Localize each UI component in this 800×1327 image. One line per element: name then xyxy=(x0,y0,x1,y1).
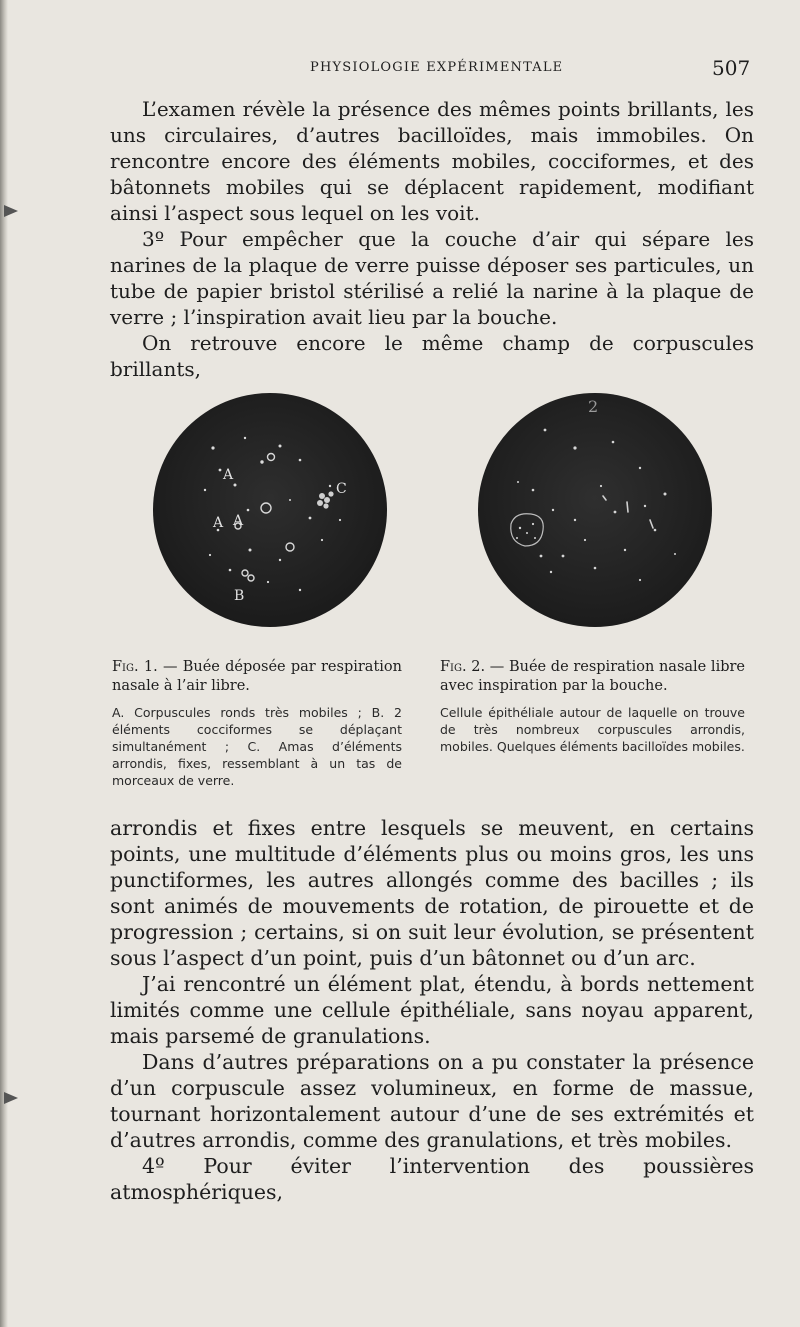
running-title: PHYSIOLOGIE EXPÉRIMENTALE xyxy=(310,60,564,75)
caption-figure-label: Fig. 1. xyxy=(112,659,158,675)
running-head xyxy=(0,56,800,84)
caption-figure-label: Fig. 2. xyxy=(440,659,486,675)
paragraph: J’ai rencontré un élément plat, étendu, à bords nettement limités comme une cellule épithéliale, sans noyau apparent, mais parsemé de granulations. xyxy=(110,972,754,1048)
caption-description: A. Corpuscules ronds très mobiles ; B. 2 éléments cocciformes se déplaçant simultanément ; C. Amas d’éléments arrondis, fixes, ressemblant à un tas de morceaux de verre. xyxy=(112,705,402,788)
figure-2-caption xyxy=(440,658,745,755)
figure-1-caption xyxy=(112,658,402,789)
paragraph: arrondis et fixes entre lesquels se meuvent, en certains points, une multitude d’éléments plus ou moins gros, les uns punctiformes, les autres allongés comme des bacilles ; ils sont animés de mouvements de rotation, de pirouette et de progression ; certains, si on suit leur évolution, se présentent sous l’aspect d’un point, puis d’un bâtonnet ou d’un arc. xyxy=(110,816,754,970)
plate-disc xyxy=(478,393,712,627)
figure-2-micrograph xyxy=(475,390,715,630)
caption-description: Cellule épithéliale autour de laquelle on trouve de très nombreux corpuscules arrondis, mobiles. Quelques éléments bacilloïdes mobiles. xyxy=(440,705,745,754)
margin-mark xyxy=(4,205,18,217)
label-a: A xyxy=(213,515,224,531)
caption-title-text: — Buée de respiration nasale libre avec inspiration par la bouche. xyxy=(440,659,745,694)
page-binding-edge xyxy=(0,0,8,1327)
paragraph: 4º Pour éviter l’intervention des poussières atmosphériques, xyxy=(110,1154,754,1204)
label-a: A xyxy=(233,513,244,529)
micrograph-plate-1 xyxy=(150,390,390,630)
paragraph: On retrouve encore le même champ de corpuscules brillants, xyxy=(110,331,754,381)
margin-mark xyxy=(4,1092,18,1104)
micrograph-plate-2 xyxy=(475,390,715,630)
figure-1-micrograph xyxy=(150,390,390,630)
caption-title-text: — Buée déposée par respiration nasale à l’air libre. xyxy=(112,659,402,694)
paragraph: Dans d’autres préparations on a pu constater la présence d’un corpuscule assez volumineux, en forme de massue, tournant horizontalement autour d’une de ses extrémités et d’autres arrondis, comme des granulations, et très mobiles. xyxy=(110,1050,754,1152)
page-number: 507 xyxy=(712,56,751,80)
label-b: B xyxy=(234,588,245,604)
caption-title xyxy=(440,658,745,696)
label-c: C xyxy=(336,481,347,497)
figure-number-mark: 2 xyxy=(588,397,599,416)
top-text-block xyxy=(110,96,754,382)
caption-title xyxy=(112,658,402,696)
bottom-text-block xyxy=(110,815,754,1205)
paragraph: 3º Pour empêcher que la couche d’air qui sépare les narines de la plaque de verre puisse déposer ses particules, un tube de papier bristol stérilisé a relié la narine à la plaque de verre ; l’inspiration avait lieu par la bouche. xyxy=(110,227,754,329)
label-a: A xyxy=(223,467,234,483)
paragraph: L’examen révèle la présence des mêmes points brillants, les uns circulaires, d’autres bacilloïdes, mais immobiles. On rencontre encore des éléments mobiles, cocciformes, et des bâtonnets mobiles qui se déplacent rapidement, modifiant ainsi l’aspect sous lequel on les voit. xyxy=(110,97,754,225)
